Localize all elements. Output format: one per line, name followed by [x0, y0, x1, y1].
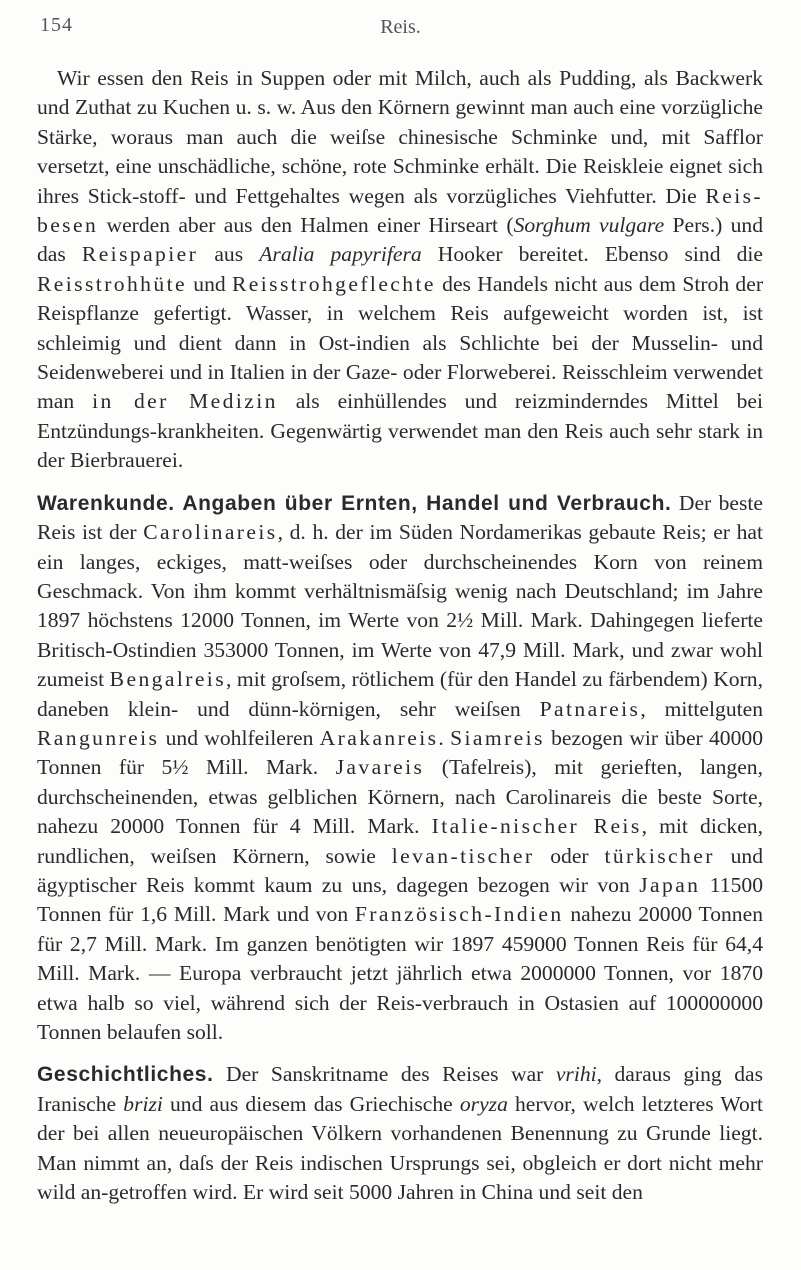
spaced-term: Bengalreis: [109, 667, 227, 692]
italic-term: Aralia papyrifera: [259, 242, 422, 267]
text-run: , daraus ging das Iranische: [37, 1062, 763, 1116]
text-run: nahezu 20000 Tonnen für 2,7 Mill. Mark. Im ganzen benötigten wir 1897 459000 Tonnen Reis für 64,4 Mill. Mark. — Europa verbraucht jetzt jährlich etwa 2000000 Tonnen, vor 1870 etwa halb so viel, während sich der Reis-verbrauch in Ostasien auf 100000000 Tonnen belaufen soll.: [37, 902, 763, 1044]
text-run: und ägyptischer Reis kommt kaum zu uns, dagegen bezogen wir von: [37, 843, 764, 897]
text-run: und: [186, 271, 232, 296]
text-run: oder: [534, 843, 605, 868]
text-run: , mit groſsem, rötlichem (für den Handel zu färbendem) Korn, daneben klein- und dünn-körnigen, sehr weiſsen: [37, 667, 763, 721]
spaced-term: Reis-besen: [37, 183, 763, 238]
spaced-term: Reisstrohgeflechte: [231, 271, 436, 296]
spaced-term: Reisstrohhüte: [37, 271, 187, 296]
text-run: hervor, welch letzteres Wort der bei allen neueuropäischen Völkern vorhandenen Benennung zu Grunde liegt. Man nimmt an, daſs der Reis indischen Ursprungs sei, obgleich er dort nicht mehr wild an-getroffen wird. Er wird seit 5000 Jahren in China und seit den: [37, 1091, 764, 1205]
text-run: 11500 Tonnen für 1,6 Mill. Mark und von: [37, 872, 763, 927]
text-run: , d. h. der im Süden Nordamerikas gebaute Reis; er hat ein langes, eckiges, matt-weiſses oder durchscheinendes Korn von reinem Geschmack. Von ihm kommt verhältnismäſsig wenig nach Deutschland; im Jahre 1897 höchstens 12000 Tonnen, im Werte von 2½ Mill. Mark. Dahingegen lieferte Britisch-Ostindien 353000 Tonnen, im Werte von 47,9 Mill. Mark, und zwar wohl zumeist: [37, 520, 763, 692]
spaced-term: türkischer: [604, 843, 715, 868]
italic-term: vrihi: [555, 1062, 597, 1087]
text-run: , mittelguten: [640, 696, 763, 721]
spaced-term: Siamreis: [450, 725, 545, 750]
text-run: Wir essen den Reis in Suppen oder mit Milch, auch als Pudding, als Backwerk und Zuthat zu Kuchen u. s. w. Aus den Körnern gewinnt man auch eine vorzügliche Stärke, woraus man auch die weiſse chinesische Schminke und, mit Safflor versetzt, eine unschädliche, schöne, rote Schminke erhält. Die Reiskleie eignet sich ihres Stick-stoff- und Fettgehaltes wegen als vorzügliches Viehfutter. Die: [37, 66, 763, 208]
spaced-term: Reispapier: [81, 242, 199, 267]
text-run: Der beste Reis ist der: [37, 490, 763, 545]
text-run: und wohlfeileren: [159, 725, 320, 750]
section-heading: Geschichtliches.: [37, 1063, 214, 1087]
text-run: und aus diesem das Griechische: [162, 1091, 460, 1116]
text-run: aus: [198, 242, 260, 267]
paragraph-geschichtliches: [37, 1060, 763, 1207]
text-run: Pers.) und das: [37, 213, 764, 267]
italic-term: brizi: [123, 1091, 163, 1116]
spaced-term: Italie-nischer Reis: [431, 814, 642, 839]
page-number: 154: [40, 14, 73, 36]
spaced-term: Französisch-Indien: [354, 902, 564, 927]
paragraph-uses: [37, 64, 763, 476]
text-run: Der Sanskritname des Reises war: [213, 1062, 556, 1087]
text-run: , mit dicken, rundlichen, weiſsen Körnern, sowie: [37, 814, 763, 868]
spaced-term: levan-tischer: [391, 843, 535, 868]
italic-term: Sorghum vulgare: [513, 213, 665, 238]
spaced-term: Japan: [639, 872, 701, 897]
spaced-term: in der Medizin: [92, 389, 278, 414]
text-run: .: [438, 725, 451, 750]
text-run: (Tafelreis), mit gerieften, langen, durchscheinenden, etwas gelblichen Körnern, nach Carolinareis die beste Sorte, nahezu 20000 Tonnen für 4 Mill. Mark.: [37, 755, 763, 839]
text-run: als einhüllendes und reizminderndes Mittel bei Entzündungs-krankheiten. Gegenwärtig verwendet man den Reis auch sehr stark in der Bierbrauerei.: [37, 389, 763, 473]
page-body: [37, 64, 763, 1207]
text-run: bezogen wir über 40000 Tonnen für 5½ Mill. Mark.: [37, 725, 763, 780]
text-run: des Handels nicht aus dem Stroh der Reispflanze gefertigt. Wasser, in welchem Reis aufgeweicht worden ist, ist schleimig und dient dann in Ost-indien als Schlichte bei der Musselin- und Seidenweberei und in Italien in der Gaze- oder Florweberei. Reisschleim verwendet man: [37, 271, 764, 414]
spaced-term: Rangunreis: [37, 725, 160, 750]
text-run: Hooker bereitet. Ebenso sind die: [421, 242, 763, 267]
spaced-term: Carolinareis: [143, 520, 278, 545]
running-title: Reis.: [380, 16, 421, 38]
italic-term: oryza: [459, 1091, 508, 1116]
paragraph-warenkunde: [37, 489, 763, 1048]
section-heading: Warenkunde. Angaben über Ernten, Handel und Verbrauch.: [37, 491, 672, 515]
spaced-term: Patnareis: [539, 696, 641, 721]
spaced-term: Arakanreis: [319, 725, 439, 750]
spaced-term: Javareis: [335, 755, 425, 780]
text-run: werden aber aus den Halmen einer Hirseart (: [98, 213, 514, 238]
